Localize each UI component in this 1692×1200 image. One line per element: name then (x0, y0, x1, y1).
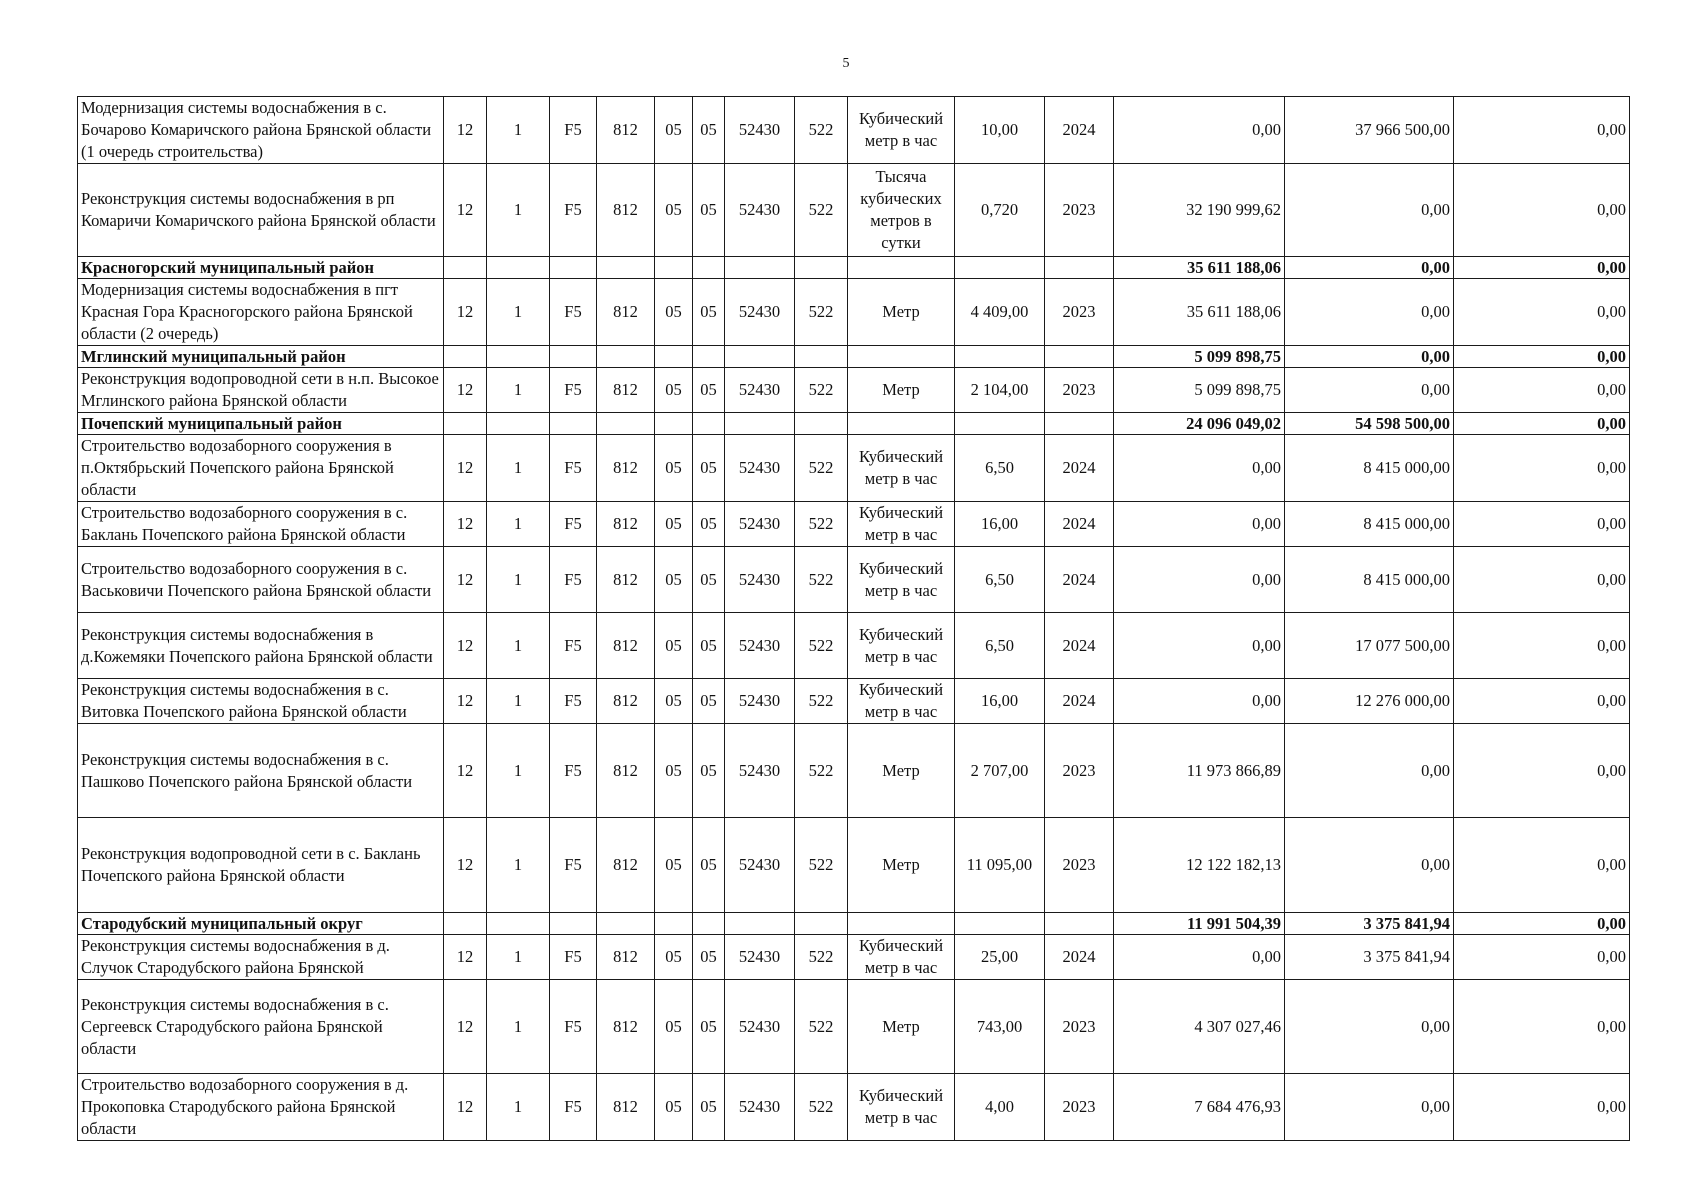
col-target: F5 (550, 613, 597, 679)
object-name: Реконструкция системы водоснабжения в рп Комаричи Комаричского района Брянской области (78, 164, 444, 257)
group-name: Стародубский муниципальный округ (78, 913, 444, 935)
col-subsection: 1 (487, 935, 550, 980)
amount-2023: 11 991 504,39 (1114, 913, 1285, 935)
col-section: 12 (444, 724, 487, 818)
amount-2024: 12 276 000,00 (1285, 679, 1454, 724)
page-number: 5 (842, 56, 850, 71)
table-row (78, 724, 1630, 818)
capacity-value: 2 104,00 (955, 368, 1045, 413)
col-podrazdel: 05 (693, 613, 725, 679)
table-row (78, 980, 1630, 1074)
col-expense-type: 522 (795, 679, 848, 724)
empty-cell (955, 413, 1045, 435)
col-podrazdel: 05 (693, 1074, 725, 1141)
col-razdel: 05 (655, 1074, 693, 1141)
amount-2024: 37 966 500,00 (1285, 97, 1454, 164)
col-program: 52430 (725, 613, 795, 679)
col-razdel: 05 (655, 97, 693, 164)
object-name: Реконструкция водопроводной сети в с. Баклань Почепского района Брянской области (78, 818, 444, 913)
completion-year: 2024 (1045, 435, 1114, 502)
capacity-value: 743,00 (955, 980, 1045, 1074)
col-program: 52430 (725, 435, 795, 502)
table-row (78, 613, 1630, 679)
completion-year: 2023 (1045, 724, 1114, 818)
col-target: F5 (550, 435, 597, 502)
table-row (78, 368, 1630, 413)
financing-table (77, 96, 1630, 1141)
completion-year: 2023 (1045, 1074, 1114, 1141)
col-expense-type: 522 (795, 502, 848, 547)
empty-cell (655, 257, 693, 279)
col-subsection: 1 (487, 97, 550, 164)
col-subsection: 1 (487, 502, 550, 547)
group-name: Красногорский муниципальный район (78, 257, 444, 279)
empty-cell (597, 346, 655, 368)
col-section: 12 (444, 279, 487, 346)
empty-cell (693, 913, 725, 935)
col-expense-type: 522 (795, 613, 848, 679)
col-section: 12 (444, 613, 487, 679)
empty-cell (597, 913, 655, 935)
col-subsection: 1 (487, 368, 550, 413)
col-razdel: 05 (655, 935, 693, 980)
empty-cell (955, 257, 1045, 279)
amount-2025: 0,00 (1454, 346, 1630, 368)
amount-2024: 0,00 (1285, 818, 1454, 913)
col-subsection: 1 (487, 679, 550, 724)
object-name: Строительство водозаборного сооружения в с. Васьковичи Почепского района Брянской области (78, 547, 444, 613)
unit-of-measure: Кубический метр в час (848, 679, 955, 724)
col-expense-type: 522 (795, 818, 848, 913)
col-target: F5 (550, 368, 597, 413)
object-name: Реконструкция системы водоснабжения в д. Случок Стародубского района Брянской (78, 935, 444, 980)
col-subsection: 1 (487, 613, 550, 679)
unit-of-measure: Кубический метр в час (848, 935, 955, 980)
empty-cell (550, 346, 597, 368)
empty-cell (848, 913, 955, 935)
completion-year: 2023 (1045, 279, 1114, 346)
col-subsection: 1 (487, 164, 550, 257)
capacity-value: 6,50 (955, 547, 1045, 613)
empty-cell (1045, 257, 1114, 279)
amount-2025: 0,00 (1454, 435, 1630, 502)
col-razdel: 05 (655, 980, 693, 1074)
col-section: 12 (444, 435, 487, 502)
capacity-value: 4 409,00 (955, 279, 1045, 346)
unit-of-measure: Кубический метр в час (848, 1074, 955, 1141)
col-subsection: 1 (487, 818, 550, 913)
amount-2023: 35 611 188,06 (1114, 257, 1285, 279)
unit-of-measure: Тысяча кубических метров в сутки (848, 164, 955, 257)
empty-cell (848, 413, 955, 435)
empty-cell (693, 346, 725, 368)
col-podrazdel: 05 (693, 935, 725, 980)
completion-year: 2024 (1045, 613, 1114, 679)
col-subsection: 1 (487, 980, 550, 1074)
col-ministry: 812 (597, 935, 655, 980)
col-section: 12 (444, 1074, 487, 1141)
table-row (78, 435, 1630, 502)
col-section: 12 (444, 164, 487, 257)
object-name: Строительство водозаборного сооружения в д. Прокоповка Стародубского района Брянской области (78, 1074, 444, 1141)
amount-2024: 54 598 500,00 (1285, 413, 1454, 435)
col-podrazdel: 05 (693, 502, 725, 547)
col-section: 12 (444, 502, 487, 547)
amount-2025: 0,00 (1454, 1074, 1630, 1141)
col-razdel: 05 (655, 724, 693, 818)
amount-2023: 0,00 (1114, 502, 1285, 547)
col-razdel: 05 (655, 679, 693, 724)
unit-of-measure: Метр (848, 279, 955, 346)
col-expense-type: 522 (795, 935, 848, 980)
amount-2023: 0,00 (1114, 435, 1285, 502)
col-expense-type: 522 (795, 435, 848, 502)
amount-2023: 35 611 188,06 (1114, 279, 1285, 346)
amount-2024: 0,00 (1285, 164, 1454, 257)
col-subsection: 1 (487, 1074, 550, 1141)
amount-2023: 0,00 (1114, 547, 1285, 613)
col-program: 52430 (725, 164, 795, 257)
unit-of-measure: Кубический метр в час (848, 502, 955, 547)
col-expense-type: 522 (795, 1074, 848, 1141)
empty-cell (487, 913, 550, 935)
capacity-value: 10,00 (955, 97, 1045, 164)
col-program: 52430 (725, 724, 795, 818)
col-target: F5 (550, 1074, 597, 1141)
empty-cell (795, 913, 848, 935)
col-ministry: 812 (597, 980, 655, 1074)
col-expense-type: 522 (795, 980, 848, 1074)
unit-of-measure: Кубический метр в час (848, 435, 955, 502)
col-target: F5 (550, 547, 597, 613)
col-ministry: 812 (597, 613, 655, 679)
completion-year: 2023 (1045, 368, 1114, 413)
col-razdel: 05 (655, 818, 693, 913)
amount-2024: 0,00 (1285, 368, 1454, 413)
col-podrazdel: 05 (693, 279, 725, 346)
col-section: 12 (444, 547, 487, 613)
completion-year: 2024 (1045, 935, 1114, 980)
amount-2024: 8 415 000,00 (1285, 435, 1454, 502)
col-program: 52430 (725, 1074, 795, 1141)
col-program: 52430 (725, 679, 795, 724)
col-target: F5 (550, 279, 597, 346)
col-podrazdel: 05 (693, 368, 725, 413)
col-target: F5 (550, 935, 597, 980)
completion-year: 2023 (1045, 818, 1114, 913)
group-row (78, 913, 1630, 935)
col-razdel: 05 (655, 279, 693, 346)
empty-cell (487, 257, 550, 279)
capacity-value: 11 095,00 (955, 818, 1045, 913)
empty-cell (655, 413, 693, 435)
unit-of-measure: Кубический метр в час (848, 97, 955, 164)
amount-2024: 0,00 (1285, 1074, 1454, 1141)
col-program: 52430 (725, 97, 795, 164)
col-ministry: 812 (597, 164, 655, 257)
amount-2025: 0,00 (1454, 413, 1630, 435)
col-target: F5 (550, 980, 597, 1074)
table-row (78, 679, 1630, 724)
amount-2023: 5 099 898,75 (1114, 368, 1285, 413)
table-row (78, 547, 1630, 613)
col-section: 12 (444, 818, 487, 913)
col-podrazdel: 05 (693, 435, 725, 502)
amount-2023: 0,00 (1114, 613, 1285, 679)
col-razdel: 05 (655, 368, 693, 413)
completion-year: 2023 (1045, 980, 1114, 1074)
amount-2025: 0,00 (1454, 502, 1630, 547)
col-ministry: 812 (597, 679, 655, 724)
col-podrazdel: 05 (693, 164, 725, 257)
capacity-value: 0,720 (955, 164, 1045, 257)
amount-2024: 0,00 (1285, 724, 1454, 818)
col-ministry: 812 (597, 818, 655, 913)
col-target: F5 (550, 724, 597, 818)
amount-2023: 7 684 476,93 (1114, 1074, 1285, 1141)
empty-cell (655, 346, 693, 368)
col-target: F5 (550, 818, 597, 913)
capacity-value: 16,00 (955, 502, 1045, 547)
empty-cell (848, 346, 955, 368)
amount-2024: 8 415 000,00 (1285, 502, 1454, 547)
col-ministry: 812 (597, 279, 655, 346)
capacity-value: 4,00 (955, 1074, 1045, 1141)
empty-cell (444, 913, 487, 935)
col-podrazdel: 05 (693, 679, 725, 724)
amount-2024: 17 077 500,00 (1285, 613, 1454, 679)
empty-cell (487, 346, 550, 368)
amount-2024: 0,00 (1285, 346, 1454, 368)
empty-cell (597, 257, 655, 279)
amount-2023: 0,00 (1114, 679, 1285, 724)
empty-cell (550, 413, 597, 435)
group-name: Мглинский муниципальный район (78, 346, 444, 368)
group-name: Почепский муниципальный район (78, 413, 444, 435)
col-ministry: 812 (597, 547, 655, 613)
group-row (78, 413, 1630, 435)
col-subsection: 1 (487, 724, 550, 818)
amount-2025: 0,00 (1454, 368, 1630, 413)
amount-2025: 0,00 (1454, 257, 1630, 279)
table-row (78, 935, 1630, 980)
col-podrazdel: 05 (693, 97, 725, 164)
amount-2024: 0,00 (1285, 279, 1454, 346)
col-expense-type: 522 (795, 164, 848, 257)
table-row (78, 1074, 1630, 1141)
col-razdel: 05 (655, 502, 693, 547)
empty-cell (725, 413, 795, 435)
amount-2023: 12 122 182,13 (1114, 818, 1285, 913)
col-podrazdel: 05 (693, 980, 725, 1074)
amount-2024: 3 375 841,94 (1285, 935, 1454, 980)
completion-year: 2024 (1045, 502, 1114, 547)
empty-cell (725, 346, 795, 368)
table-row (78, 279, 1630, 346)
col-razdel: 05 (655, 547, 693, 613)
capacity-value: 25,00 (955, 935, 1045, 980)
amount-2024: 0,00 (1285, 257, 1454, 279)
amount-2023: 32 190 999,62 (1114, 164, 1285, 257)
col-podrazdel: 05 (693, 547, 725, 613)
capacity-value: 2 707,00 (955, 724, 1045, 818)
empty-cell (1045, 413, 1114, 435)
col-razdel: 05 (655, 435, 693, 502)
col-section: 12 (444, 679, 487, 724)
empty-cell (655, 913, 693, 935)
empty-cell (795, 413, 848, 435)
empty-cell (725, 913, 795, 935)
col-ministry: 812 (597, 724, 655, 818)
amount-2023: 0,00 (1114, 935, 1285, 980)
empty-cell (955, 346, 1045, 368)
table-row (78, 818, 1630, 913)
amount-2025: 0,00 (1454, 547, 1630, 613)
col-program: 52430 (725, 279, 795, 346)
completion-year: 2024 (1045, 547, 1114, 613)
unit-of-measure: Метр (848, 724, 955, 818)
empty-cell (444, 257, 487, 279)
empty-cell (848, 257, 955, 279)
object-name: Реконструкция системы водоснабжения в с. Витовка Почепского района Брянской области (78, 679, 444, 724)
empty-cell (795, 346, 848, 368)
col-target: F5 (550, 164, 597, 257)
unit-of-measure: Метр (848, 980, 955, 1074)
col-program: 52430 (725, 547, 795, 613)
amount-2025: 0,00 (1454, 818, 1630, 913)
col-subsection: 1 (487, 547, 550, 613)
amount-2025: 0,00 (1454, 724, 1630, 818)
unit-of-measure: Кубический метр в час (848, 613, 955, 679)
col-podrazdel: 05 (693, 818, 725, 913)
object-name: Модернизация системы водоснабжения в пгт Красная Гора Красногорского района Брянской области (2 очередь) (78, 279, 444, 346)
empty-cell (550, 257, 597, 279)
amount-2023: 5 099 898,75 (1114, 346, 1285, 368)
col-program: 52430 (725, 818, 795, 913)
amount-2025: 0,00 (1454, 679, 1630, 724)
col-ministry: 812 (597, 1074, 655, 1141)
col-subsection: 1 (487, 279, 550, 346)
empty-cell (444, 346, 487, 368)
col-expense-type: 522 (795, 547, 848, 613)
amount-2023: 24 096 049,02 (1114, 413, 1285, 435)
col-subsection: 1 (487, 435, 550, 502)
col-target: F5 (550, 502, 597, 547)
empty-cell (597, 413, 655, 435)
col-ministry: 812 (597, 435, 655, 502)
amount-2023: 0,00 (1114, 97, 1285, 164)
empty-cell (693, 413, 725, 435)
unit-of-measure: Метр (848, 368, 955, 413)
object-name: Строительство водозаборного сооружения в с. Баклань Почепского района Брянской области (78, 502, 444, 547)
amount-2025: 0,00 (1454, 913, 1630, 935)
empty-cell (1045, 346, 1114, 368)
amount-2023: 11 973 866,89 (1114, 724, 1285, 818)
col-section: 12 (444, 97, 487, 164)
amount-2024: 8 415 000,00 (1285, 547, 1454, 613)
col-section: 12 (444, 935, 487, 980)
col-razdel: 05 (655, 613, 693, 679)
object-name: Реконструкция системы водоснабжения в с. Сергеевск Стародубского района Брянской области (78, 980, 444, 1074)
object-name: Строительство водозаборного сооружения в п.Октябрьский Почепского района Брянской области (78, 435, 444, 502)
col-ministry: 812 (597, 368, 655, 413)
table-body (78, 97, 1630, 1141)
empty-cell (795, 257, 848, 279)
unit-of-measure: Метр (848, 818, 955, 913)
completion-year: 2024 (1045, 97, 1114, 164)
amount-2024: 3 375 841,94 (1285, 913, 1454, 935)
empty-cell (693, 257, 725, 279)
group-row (78, 257, 1630, 279)
object-name: Реконструкция водопроводной сети в н.п. Высокое Мглинского района Брянской области (78, 368, 444, 413)
col-expense-type: 522 (795, 279, 848, 346)
col-expense-type: 522 (795, 97, 848, 164)
table-row (78, 164, 1630, 257)
col-program: 52430 (725, 980, 795, 1074)
amount-2025: 0,00 (1454, 980, 1630, 1074)
capacity-value: 6,50 (955, 613, 1045, 679)
empty-cell (487, 413, 550, 435)
capacity-value: 16,00 (955, 679, 1045, 724)
completion-year: 2024 (1045, 679, 1114, 724)
object-name: Модернизация системы водоснабжения в с. Бочарово Комаричского района Брянской области (1 очередь строительства) (78, 97, 444, 164)
col-expense-type: 522 (795, 368, 848, 413)
empty-cell (1045, 913, 1114, 935)
object-name: Реконструкция системы водоснабжения в д.Кожемяки Почепского района Брянской области (78, 613, 444, 679)
amount-2025: 0,00 (1454, 279, 1630, 346)
unit-of-measure: Кубический метр в час (848, 547, 955, 613)
empty-cell (444, 413, 487, 435)
col-program: 52430 (725, 368, 795, 413)
col-section: 12 (444, 980, 487, 1074)
empty-cell (550, 913, 597, 935)
col-ministry: 812 (597, 502, 655, 547)
col-ministry: 812 (597, 97, 655, 164)
amount-2025: 0,00 (1454, 613, 1630, 679)
table-row (78, 502, 1630, 547)
amount-2025: 0,00 (1454, 97, 1630, 164)
col-target: F5 (550, 679, 597, 724)
col-podrazdel: 05 (693, 724, 725, 818)
amount-2025: 0,00 (1454, 935, 1630, 980)
empty-cell (955, 913, 1045, 935)
object-name: Реконструкция системы водоснабжения в с. Пашково Почепского района Брянской области (78, 724, 444, 818)
col-program: 52430 (725, 935, 795, 980)
col-program: 52430 (725, 502, 795, 547)
col-expense-type: 522 (795, 724, 848, 818)
empty-cell (725, 257, 795, 279)
completion-year: 2023 (1045, 164, 1114, 257)
table-row (78, 97, 1630, 164)
col-razdel: 05 (655, 164, 693, 257)
capacity-value: 6,50 (955, 435, 1045, 502)
amount-2025: 0,00 (1454, 164, 1630, 257)
amount-2024: 0,00 (1285, 980, 1454, 1074)
group-row (78, 346, 1630, 368)
col-section: 12 (444, 368, 487, 413)
amount-2023: 4 307 027,46 (1114, 980, 1285, 1074)
col-target: F5 (550, 97, 597, 164)
